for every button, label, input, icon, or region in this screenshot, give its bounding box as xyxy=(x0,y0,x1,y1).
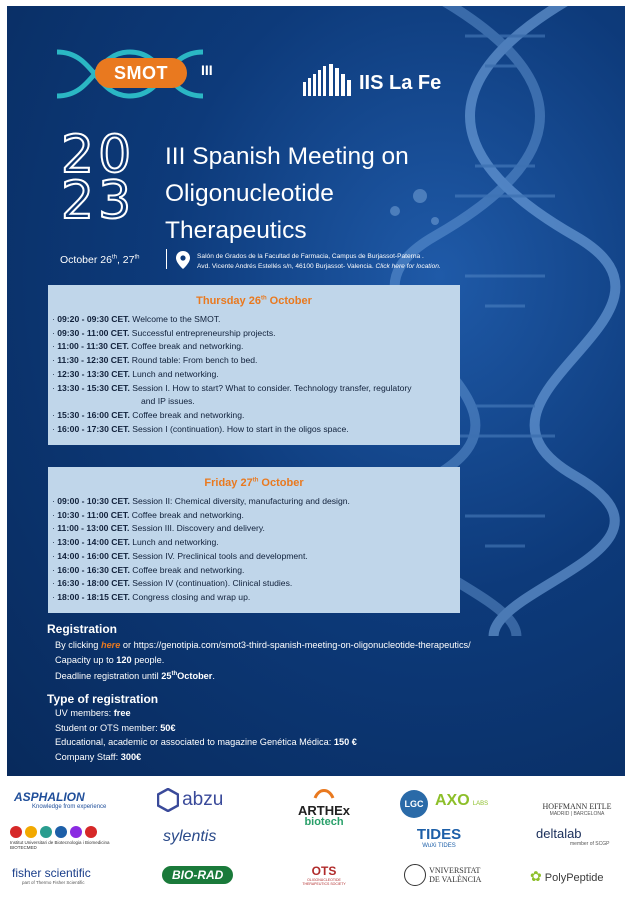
logo-text: sylentis xyxy=(163,828,217,845)
logo-text: fisher scientific xyxy=(12,866,91,880)
schedule-time: 12:30 - 13:30 CET. xyxy=(57,368,130,379)
seal-icon xyxy=(404,864,426,886)
venue-address xyxy=(197,252,441,271)
schedule-item: · 11:00 - 11:30 CET. Coffee break and networking. xyxy=(52,341,244,352)
friday-heading xyxy=(48,477,460,489)
fee-label: Educational, academic or associated to magazine Genética Médica: xyxy=(55,737,334,747)
thursday-schedule xyxy=(48,285,460,445)
heading-sup: th xyxy=(260,295,267,302)
deadline-line xyxy=(55,667,471,684)
iis-la-fe-logo xyxy=(303,64,483,100)
reg-text: By clicking xyxy=(55,640,101,650)
circle-icon xyxy=(85,826,97,838)
schedule-time: 09:00 - 10:30 CET. xyxy=(57,496,130,506)
lgc-logo xyxy=(400,790,428,818)
logo-subtext: biotech xyxy=(304,816,344,828)
logo-text: BIO-RAD xyxy=(162,866,233,884)
smot-logo xyxy=(55,46,225,102)
arthex-mark-icon xyxy=(313,786,335,800)
divider xyxy=(166,249,167,269)
schedule-text: Welcome to the SMOT. xyxy=(129,314,221,324)
schedule-time: 09:20 - 09:30 CET. xyxy=(57,314,130,324)
building-icon xyxy=(303,64,355,98)
logo-text: ARTHEx xyxy=(297,803,350,818)
asphalion-logo xyxy=(14,790,106,810)
logo-subtext: MADRID | BARCELONA xyxy=(549,811,605,817)
registration-url-link[interactable]: or https://genotipia.com/smot3-third-spanish-meeting-on-oligonucleotide-therapeutics/ xyxy=(120,640,471,650)
sponsor-logos xyxy=(0,780,632,899)
registration-link-line xyxy=(55,638,471,653)
schedule-text: Round table: From bench to bed. xyxy=(129,355,258,366)
registration-here-link[interactable]: here xyxy=(100,640,121,650)
schedule-item: · 09:00 - 10:30 CET. Session II: Chemical diversity, manufacturing and design. xyxy=(52,496,350,506)
logo-text: TIDES xyxy=(416,826,462,843)
fee-label: Company Staff: xyxy=(55,751,121,762)
date-part: October 26 xyxy=(60,254,112,266)
schedule-time: 10:30 - 11:00 CET. xyxy=(57,509,130,520)
logo-text: VNIVERSITAT xyxy=(429,866,481,875)
title-line-3: Therapeutics xyxy=(165,217,307,244)
arthex-logo xyxy=(289,786,359,828)
reg-text: Capacity up to xyxy=(55,654,117,665)
abzu-logo xyxy=(157,788,223,812)
smot-logo-text: SMOT xyxy=(95,58,187,88)
schedule-item: · 11:00 - 13:00 CET. Session III. Discovery and delivery. xyxy=(52,523,265,534)
schedule-time: 13:30 - 15:30 CET. xyxy=(57,382,130,393)
schedule-text: Coffee break and networking. xyxy=(129,509,244,520)
schedule-item: · 10:30 - 11:00 CET. Coffee break and networking. xyxy=(52,509,244,520)
heading-sup: th xyxy=(252,477,259,484)
fee-price: free xyxy=(113,708,131,718)
schedule-time: 11:00 - 11:30 CET. xyxy=(57,341,129,352)
poster-background xyxy=(7,6,625,776)
fisher-scientific-logo xyxy=(12,866,91,885)
logo-subtext: Knowledge from experience xyxy=(32,804,107,810)
logo-text: LGC xyxy=(400,790,428,818)
universitat-valencia-logo xyxy=(404,864,481,886)
fee-label: UV members: xyxy=(55,708,114,718)
axolabs-logo xyxy=(435,792,488,810)
logo-subtext: LABS xyxy=(472,801,489,807)
logo-text: HOFFMANN EITLE xyxy=(542,802,612,811)
type-registration-list xyxy=(55,706,357,764)
type-registration-title: Type of registration xyxy=(47,692,159,706)
fee-line xyxy=(55,706,357,721)
logo-text: PolyPeptide xyxy=(544,872,604,884)
schedule-item: · 16:30 - 18:00 CET. Session IV (continuation). Clinical studies. xyxy=(52,578,293,589)
logo-text: deltalab xyxy=(536,826,582,841)
fee-line xyxy=(55,750,357,765)
schedule-item: · 09:30 - 11:00 CET. Successful entrepreneurship projects. xyxy=(52,327,276,338)
logo-text: OTS xyxy=(311,864,337,878)
logo-text: abzu xyxy=(182,789,224,810)
schedule-time: 11:30 - 12:30 CET. xyxy=(57,355,130,366)
logo-subtext: part of Thermo Fisher Scientific xyxy=(22,880,85,885)
abzu-hexagon-icon xyxy=(157,788,179,812)
friday-items xyxy=(48,489,460,605)
date-sup: th xyxy=(111,254,117,261)
circle-icon xyxy=(70,826,82,838)
schedule-text: Lunch and networking. xyxy=(129,368,219,379)
year-text: 20 23 xyxy=(61,125,136,231)
bio-rad-logo xyxy=(162,866,233,884)
fee-price: 300€ xyxy=(120,751,142,762)
schedule-text: Session I (continuation). How to start in the oligos space. xyxy=(129,423,349,434)
schedule-text: Coffee break and networking. xyxy=(129,564,245,575)
wuxi-tides-logo xyxy=(414,826,464,849)
schedule-item: · 11:30 - 12:30 CET. Round table: From bench to bed. xyxy=(52,355,258,366)
fee-line xyxy=(55,721,357,736)
venue-line-1: Salón de Grados de la Facultad de Farmacia, Campus de Burjassot-Paterna . xyxy=(197,253,424,260)
circle-icon xyxy=(10,826,22,838)
schedule-text: Coffee break and networking. xyxy=(128,341,244,352)
capacity-line xyxy=(55,653,471,668)
schedule-time: 16:00 - 17:30 CET. xyxy=(57,423,130,434)
schedule-item: · 13:30 - 15:30 CET. Session I. How to start? What to consider. Technology transfer, regulatory and IP issues. xyxy=(52,382,460,409)
heading-text: October xyxy=(258,477,304,489)
fee-price: 50€ xyxy=(160,722,176,733)
registration-title: Registration xyxy=(47,622,118,636)
thursday-items xyxy=(48,307,460,436)
year-2023 xyxy=(61,125,145,231)
schedule-time: 13:00 - 14:00 CET. xyxy=(57,537,130,548)
sylentis-logo xyxy=(163,828,216,846)
schedule-time: 15:30 - 16:00 CET. xyxy=(57,409,130,420)
schedule-item: · 18:00 - 18:15 CET. Congress closing and wrap up. xyxy=(52,591,251,602)
schedule-item: · 14:00 - 16:00 CET. Session IV. Preclinical tools and development. xyxy=(52,550,308,561)
deadline-day: 25 xyxy=(161,671,172,682)
schedule-text: Successful entrepreneurship projects. xyxy=(129,327,276,338)
deadline-sup: th xyxy=(171,671,178,677)
schedule-item: · 16:00 - 16:30 CET. Coffee break and networking. xyxy=(52,564,245,575)
biotecmed-logo xyxy=(10,826,120,850)
ots-logo xyxy=(296,864,352,886)
circle-icon xyxy=(55,826,67,838)
schedule-item: · 15:30 - 16:00 CET. Coffee break and networking. xyxy=(52,409,245,420)
heading-text: Thursday 26 xyxy=(196,295,261,307)
schedule-time: 14:00 - 16:00 CET. xyxy=(57,550,130,561)
schedule-text: Session II: Chemical diversity, manufacturing and design. xyxy=(129,496,350,506)
schedule-text: Congress closing and wrap up. xyxy=(129,591,251,602)
iis-la-fe-text: IIS La Fe xyxy=(359,72,442,94)
deadline-month: October xyxy=(177,671,213,682)
logo-subtext: OLIGONUCLEOTIDE THERAPEUTICS SOCIETY xyxy=(302,878,346,886)
schedule-item: · 16:00 - 17:30 CET. Session I (continuation). How to start in the oligos space. xyxy=(52,423,349,434)
reg-text: . xyxy=(212,671,215,682)
venue-line-2: Avd. Vicente Andrés Estellés s/n, 46100 Burjassot- Valencia. xyxy=(197,262,374,270)
location-pin-icon[interactable] xyxy=(176,251,190,269)
schedule-item: · 09:20 - 09:30 CET. Welcome to the SMOT. xyxy=(52,314,221,324)
polypeptide-flower-icon: ✿ xyxy=(530,868,542,884)
logo-subtext: member of SCGP xyxy=(570,841,610,847)
date-part: , 27 xyxy=(116,254,135,266)
schedule-time: 09:30 - 11:00 CET. xyxy=(57,327,130,338)
logo-text: ASPHALION xyxy=(14,790,85,804)
fee-line xyxy=(55,735,357,750)
reg-text: Deadline registration until xyxy=(55,671,162,682)
event-dates xyxy=(60,254,140,266)
schedule-item: · 13:00 - 14:00 CET. Lunch and networking. xyxy=(52,537,219,548)
schedule-text: Lunch and networking. xyxy=(129,537,219,548)
schedule-text-continuation: and IP issues. xyxy=(141,396,195,407)
schedule-time: 16:00 - 16:30 CET. xyxy=(57,564,130,575)
title-line-1: III Spanish Meeting on xyxy=(165,143,409,170)
polypeptide-logo xyxy=(530,868,604,885)
event-title xyxy=(165,138,465,249)
fee-price: 150 € xyxy=(333,737,357,747)
circle-icon xyxy=(40,826,52,838)
hoffmann-eitle-logo xyxy=(537,788,617,817)
title-line-2: Oligonucleotide xyxy=(165,180,334,207)
registration-details xyxy=(55,638,471,684)
schedule-text: Session IV (continuation). Clinical studies. xyxy=(129,578,293,589)
schedule-text: Session I. How to start? What to consider. Technology transfer, regulatory xyxy=(129,382,412,393)
logo-subtext: Institut Universitari de Biotecnologia i Biomedicina BIOTECMED xyxy=(10,840,110,850)
friday-schedule xyxy=(48,467,460,613)
thursday-heading xyxy=(48,295,460,307)
capacity-value: 120 xyxy=(116,654,132,665)
reg-text: people. xyxy=(131,654,165,665)
logo-subtext: WuXi TIDES xyxy=(422,843,456,849)
schedule-time: 18:00 - 18:15 CET. xyxy=(57,591,130,602)
schedule-text: Coffee break and networking. xyxy=(129,409,245,420)
circle-icon xyxy=(25,826,37,838)
schedule-text: Session III. Discovery and delivery. xyxy=(129,523,265,534)
logo-text: DE VALÈNCIA xyxy=(429,875,482,884)
schedule-time: 11:00 - 13:00 CET. xyxy=(57,523,130,534)
smot-roman-numeral: III xyxy=(201,62,213,78)
schedule-time: 16:30 - 18:00 CET. xyxy=(57,578,130,589)
location-link[interactable]: Click here for location. xyxy=(375,262,441,270)
schedule-text: Session IV. Preclinical tools and development. xyxy=(129,550,308,561)
heading-text: October xyxy=(266,295,312,307)
fee-label: Student or OTS member: xyxy=(55,722,161,733)
logo-text: AXO xyxy=(435,792,470,809)
heading-text: Friday 27 xyxy=(204,477,253,489)
schedule-item: · 12:30 - 13:30 CET. Lunch and networking. xyxy=(52,368,219,379)
date-sup: th xyxy=(134,254,140,261)
deltalab-logo xyxy=(536,826,609,847)
